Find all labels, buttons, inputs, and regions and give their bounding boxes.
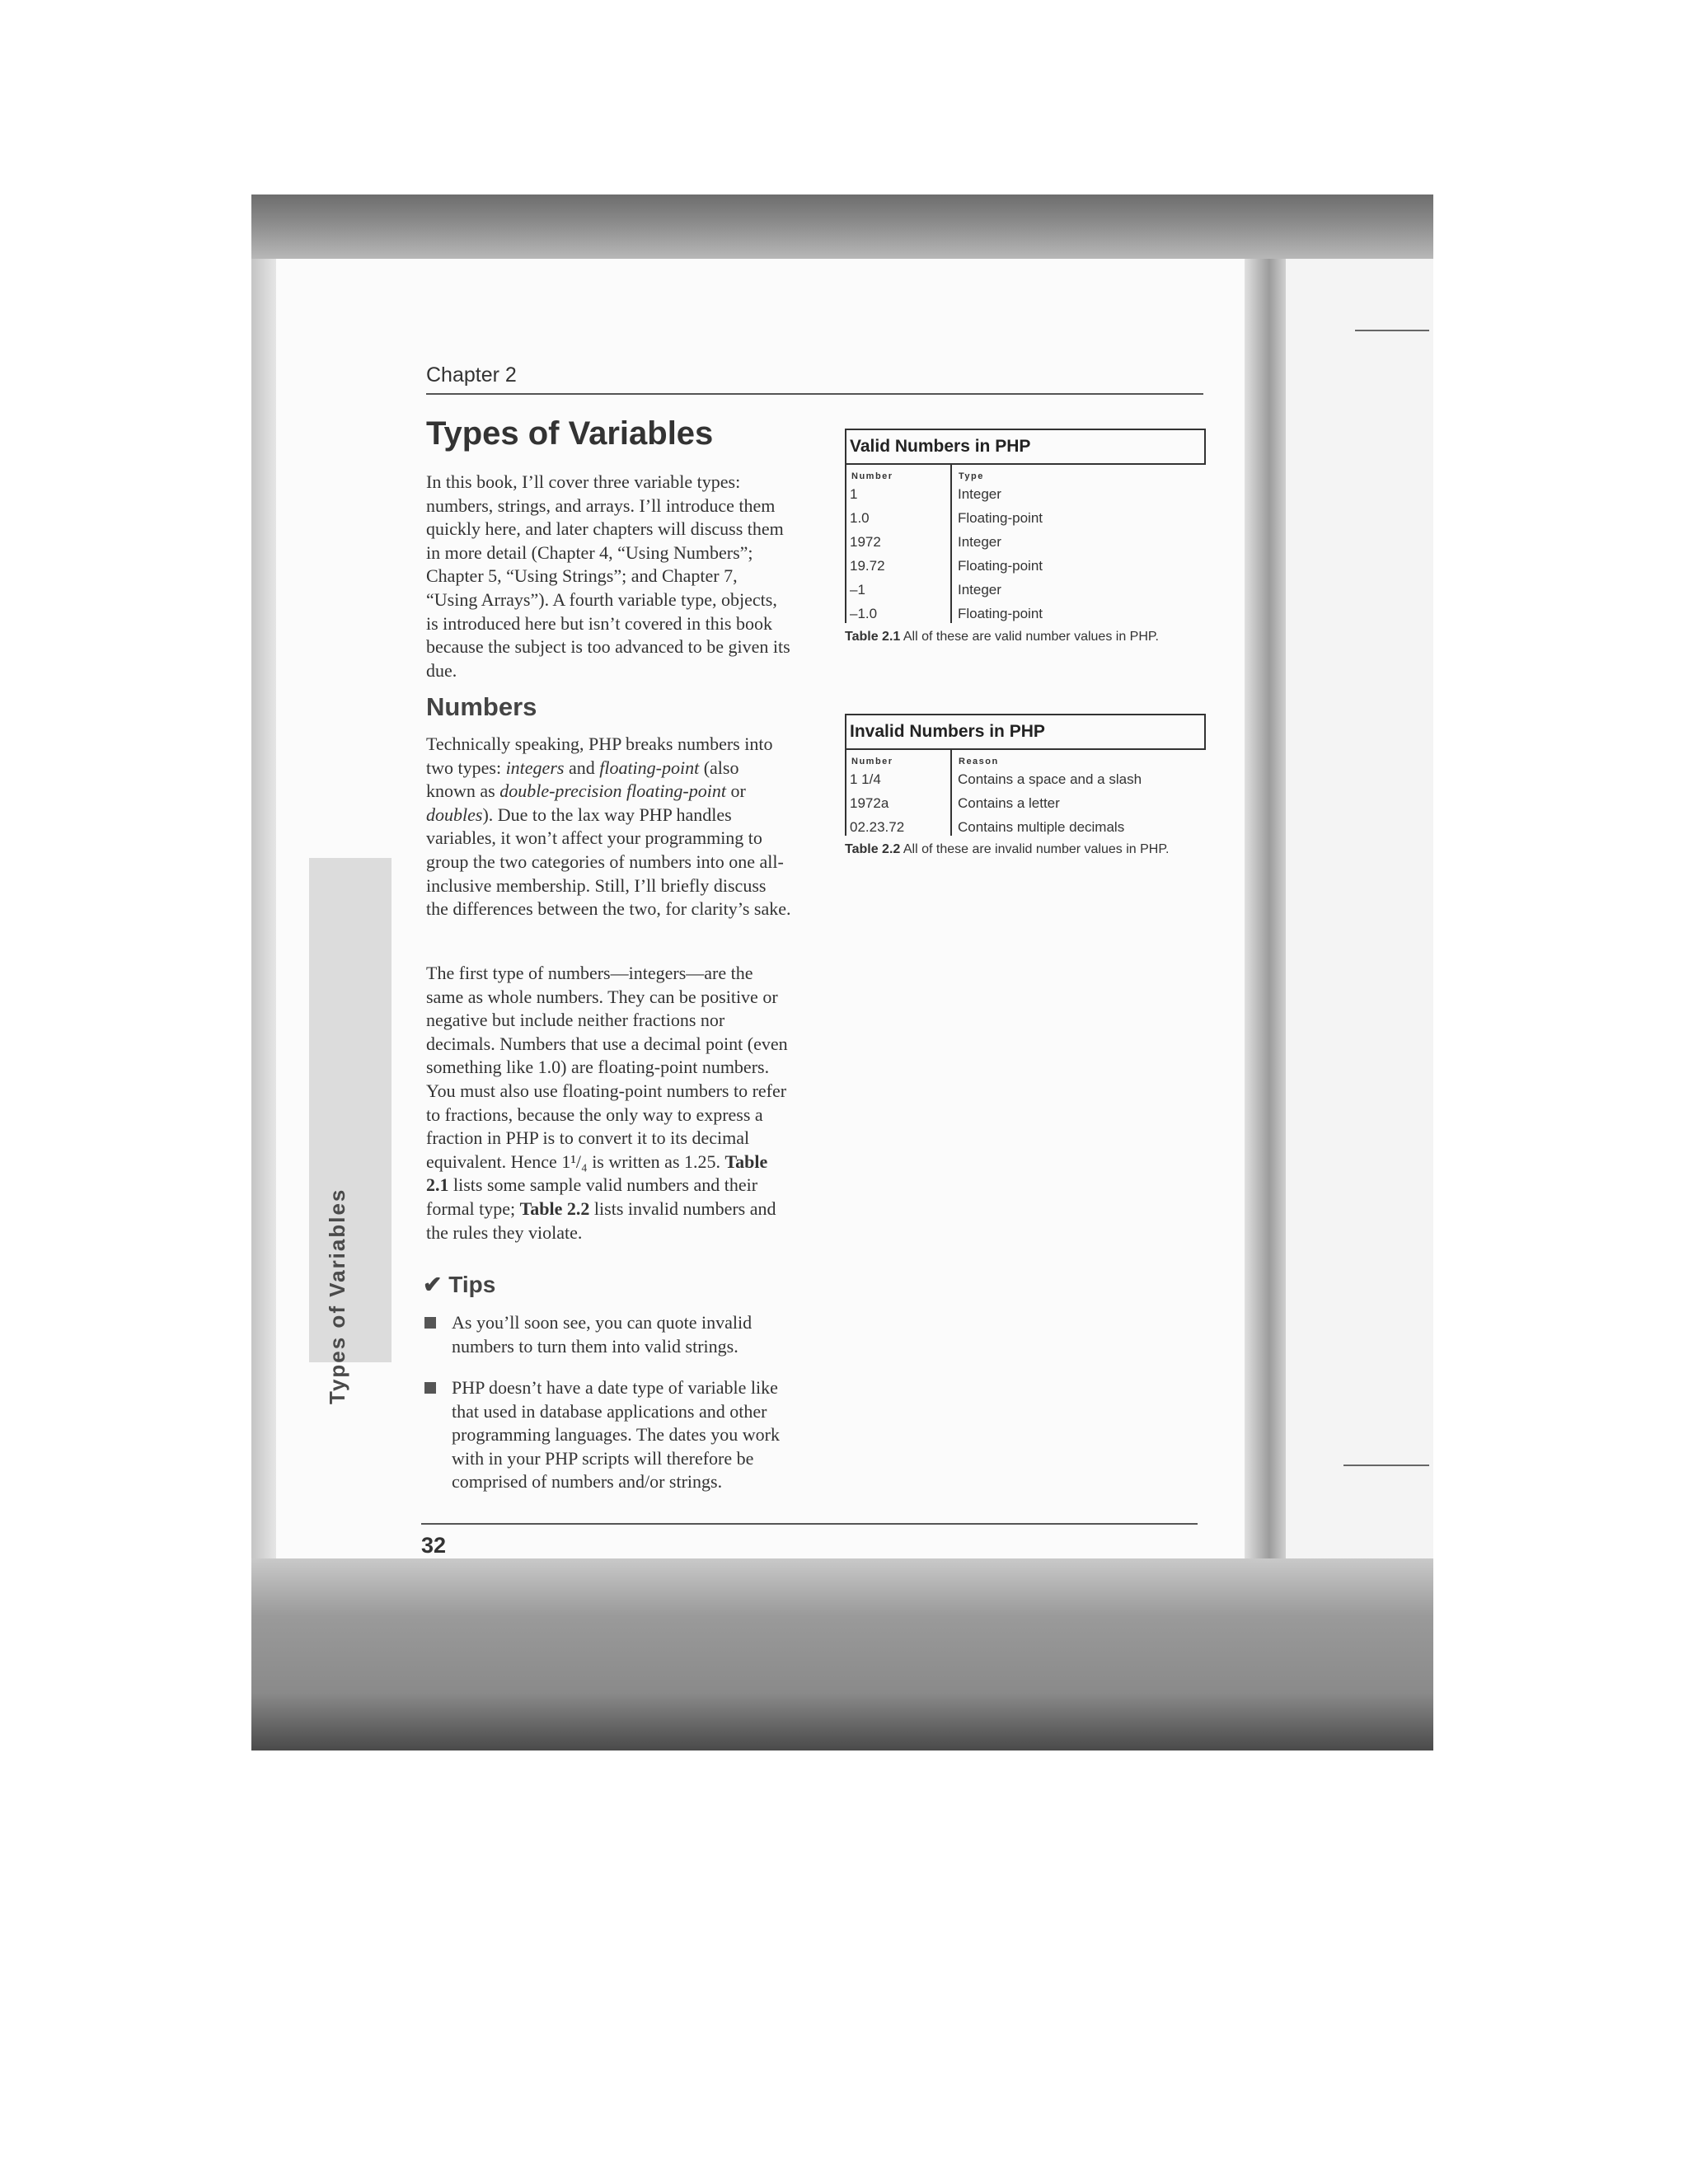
intro-paragraph: In this book, I’ll cover three variable types: numbers, strings, and arrays. I’ll introduce them quickly here, and later chapters will discuss them in more detail (Chapter 4, “Using Numbers”; Chapter 5, “Using Strings”; and Chapter 7, “Using Arrays”). A fourth variable type, objects, is introduced here but isn’t covered in this book because the subject is too advanced to be given its due. bbox=[426, 471, 790, 681]
scanner-shadow-bottom bbox=[251, 1558, 1433, 1750]
table-cell: 1972a bbox=[850, 795, 889, 811]
table-left-border bbox=[845, 750, 846, 836]
table-title: Valid Numbers in PHP bbox=[845, 429, 1206, 465]
table-cell: –1 bbox=[850, 582, 865, 598]
numbers-paragraph-2: The first type of numbers—integers—are the same as whole numbers. They can be positive or negative but include neither fractions nor decimals. Numbers that use a decimal point (even something like 1.0) are floating-point numbers. You must also use floating-point numbers to refer to fractions, because the only way to express a fraction in PHP is to convert it to its decimal equivalent. Hence 1¹/₄ is written as 1.25. Table 2.1 lists some sample valid numbers and their formal type; Table 2.2 lists invalid numbers and the rules they violate. bbox=[426, 963, 788, 1243]
side-tab-label: Types of Variables bbox=[325, 1188, 349, 1404]
running-head: Chapter 2 bbox=[426, 363, 517, 387]
book-gutter-shadow bbox=[1245, 259, 1286, 1558]
book-page bbox=[276, 259, 1265, 1558]
table-column-divider bbox=[950, 750, 952, 836]
table-column-divider bbox=[950, 465, 952, 623]
page-stack-edge bbox=[251, 259, 276, 1558]
square-bullet-icon bbox=[424, 1382, 436, 1394]
tips-heading: ✔ Tips bbox=[423, 1272, 496, 1297]
table-cell: Floating-point bbox=[958, 606, 1043, 621]
tip-item bbox=[424, 1376, 787, 1525]
table-cell: 1972 bbox=[850, 534, 881, 550]
column-header: Number bbox=[851, 471, 893, 481]
table-left-border bbox=[845, 465, 846, 623]
square-bullet-icon bbox=[424, 1317, 436, 1329]
table-cell: Contains a letter bbox=[958, 795, 1060, 811]
scanned-page bbox=[251, 194, 1433, 1750]
invalid-numbers-table bbox=[845, 714, 1207, 879]
facing-page bbox=[1286, 259, 1433, 1558]
table-cell: 02.23.72 bbox=[850, 819, 905, 835]
table-cell: 1.0 bbox=[850, 510, 870, 526]
table-cell: 19.72 bbox=[850, 558, 885, 574]
numbers-heading: Numbers bbox=[426, 692, 537, 721]
table-cell: Contains a space and a slash bbox=[958, 771, 1142, 787]
header-rule bbox=[426, 393, 1203, 395]
table-cell: –1.0 bbox=[850, 606, 878, 621]
table-caption: Table 2.1 All of these are valid number values in PHP. bbox=[845, 630, 1159, 644]
table-cell: 1 1/4 bbox=[850, 771, 881, 787]
table-cell: 1 bbox=[850, 486, 858, 502]
tip-text: PHP doesn’t have a date type of variable like that used in database applications and other programming languages. The dates you work with in your PHP scripts will therefore be comprised of numbers and/or strings. bbox=[452, 1377, 780, 1493]
page-number: 32 bbox=[421, 1533, 447, 1558]
column-header: Type bbox=[959, 471, 984, 481]
tip-text: As you’ll soon see, you can quote invalid numbers to turn them into valid strings. bbox=[452, 1312, 753, 1357]
table-caption: Table 2.2 All of these are invalid number values in PHP. bbox=[845, 842, 1170, 856]
column-header: Number bbox=[851, 757, 893, 766]
table-cell: Floating-point bbox=[958, 558, 1043, 574]
table-cell: Integer bbox=[958, 582, 1001, 598]
numbers-paragraph-1: Technically speaking, PHP breaks numbers into two types: integers and floating-point (also known as double-precision floating-point or doubles). Due to the lax way PHP handles variables, it won’t affect your programming to group the two categories of numbers into one all-inclusive membership. Still, I’ll briefly discuss the differences between the two, for clarity’s sake. bbox=[426, 733, 791, 920]
facing-page-rule bbox=[1355, 330, 1429, 331]
side-tab-shade bbox=[309, 858, 392, 1362]
facing-page-rule bbox=[1343, 1465, 1429, 1466]
table-cell: Integer bbox=[958, 486, 1001, 502]
scanner-shadow-top bbox=[251, 194, 1433, 259]
section-title: Types of Variables bbox=[426, 415, 714, 452]
table-cell: Floating-point bbox=[958, 510, 1043, 526]
table-title: Invalid Numbers in PHP bbox=[845, 714, 1206, 750]
valid-numbers-table bbox=[845, 429, 1207, 676]
column-header: Reason bbox=[959, 757, 999, 766]
table-cell: Integer bbox=[958, 534, 1001, 550]
table-cell: Contains multiple decimals bbox=[958, 819, 1125, 835]
tip-item bbox=[424, 1311, 787, 1361]
footer-rule bbox=[421, 1523, 1198, 1525]
